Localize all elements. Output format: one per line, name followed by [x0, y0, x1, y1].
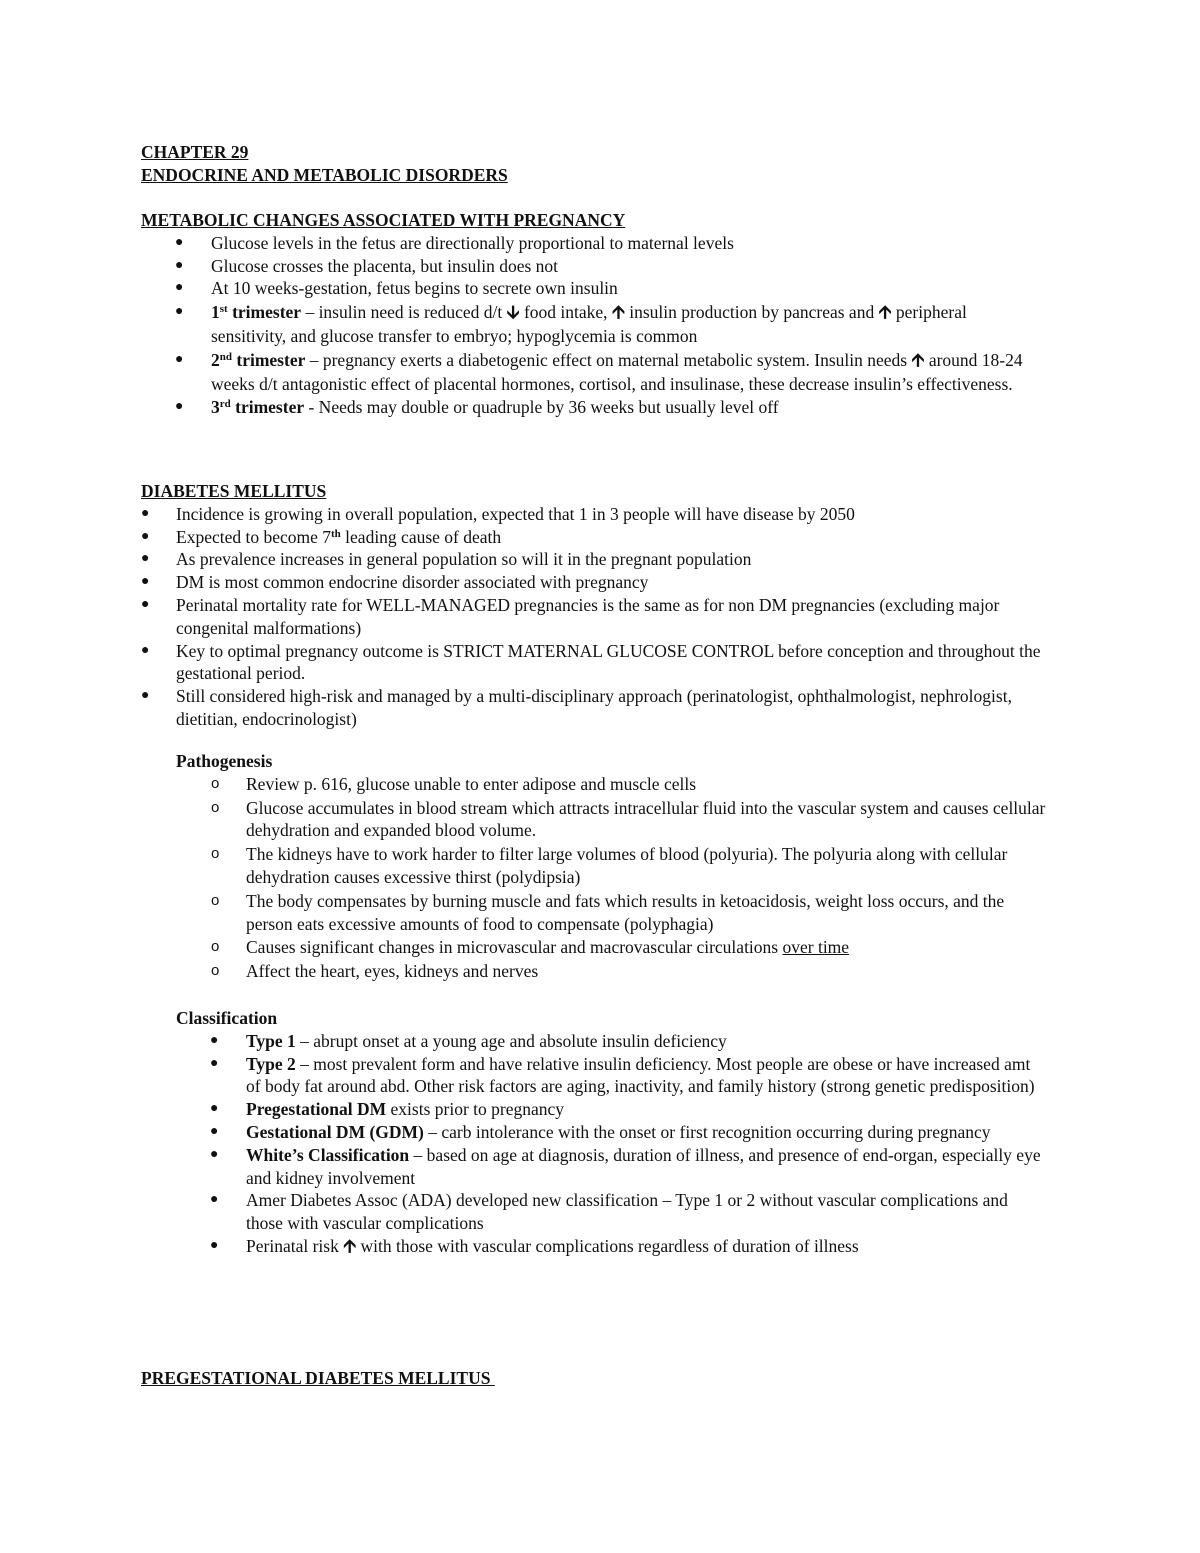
bullet-icon: ●	[141, 688, 150, 704]
list-item: ● Incidence is growing in overall population, expected that 1 in 3 people will have disease by 2050	[141, 503, 855, 524]
bullet-icon: ●	[210, 1032, 219, 1048]
section-heading: PREGESTATIONAL DIABETES MELLITUS	[141, 1368, 495, 1388]
list-item: ● Gestational DM (GDM) – carb intolerance with the onset or first recognition occurring during pregnancy	[210, 1121, 991, 1142]
list-item: ● Still considered high-risk and managed by a multi-disciplinary approach (perinatologist, ophthalmologist, nephrologist, dietitian, endocrinologist)	[141, 686, 1012, 729]
subsection-heading: Classification	[176, 1008, 278, 1028]
up-arrow-icon: 🡩	[911, 349, 925, 371]
bullet-icon: ●	[210, 1192, 219, 1208]
pathogenesis-list	[176, 773, 1046, 983]
bullet-icon: ●	[210, 1237, 219, 1253]
pathogenesis-section	[176, 750, 1046, 983]
bullet-icon: ●	[141, 551, 150, 567]
list-item: ● As prevalence increases in general population so will it in the pregnant population	[141, 549, 752, 570]
hollow-bullet-icon: o	[211, 962, 220, 980]
chapter-title: ENDOCRINE AND METABOLIC DISORDERS	[141, 164, 508, 185]
hollow-bullet-icon: o	[211, 938, 220, 956]
list-item: ● DM is most common endocrine disorder associated with pregnancy	[141, 572, 649, 593]
metabolic-list	[141, 232, 1041, 419]
bullet-icon: ●	[141, 642, 150, 658]
list-item: ● Type 2 – most prevalent form and have relative insulin deficiency. Most people are obese or have increased amt of body fat around abd. Other risk factors are aging, inactivity, and family history (strong genetic predisposition)	[210, 1053, 1035, 1097]
chapter-number: CHAPTER 29	[141, 142, 249, 162]
list-item: ● Expected to become 7th leading cause of death	[141, 526, 502, 547]
section-heading: DIABETES MELLITUS	[141, 481, 327, 501]
bullet-icon: ●	[210, 1146, 219, 1162]
classification-list	[176, 1030, 1046, 1259]
list-item: ● Key to optimal pregnancy outcome is STRICT MATERNAL GLUCOSE CONTROL before conception and throughout the gestational period.	[141, 640, 1041, 684]
list-item: ● Perinatal mortality rate for WELL-MANAGED pregnancies is the same as for non DM pregnancies (excluding major congenital malformations)	[141, 594, 1000, 638]
list-item: o The kidneys have to work harder to filter large volumes of blood (polyuria). The polyuria along with cellular dehydration causes excessive thirst (polydipsia)	[211, 844, 1008, 887]
pregestational-section	[141, 1367, 1200, 1390]
bullet-icon: ●	[141, 505, 150, 521]
bullet-icon: ●	[175, 280, 184, 296]
bullet-icon: ●	[210, 1101, 219, 1117]
up-arrow-icon: 🡩	[611, 302, 625, 324]
list-item: ● White’s Classification – based on age at diagnosis, duration of illness, and presence of end-organ, especially eye and kidney involvement	[210, 1144, 1041, 1188]
section-heading: METABOLIC CHANGES ASSOCIATED WITH PREGNANCY	[141, 210, 626, 230]
hollow-bullet-icon: o	[211, 891, 220, 909]
list-item: o Affect the heart, eyes, kidneys and nerves	[211, 961, 539, 982]
list-item: ● Glucose crosses the placenta, but insulin does not	[175, 255, 559, 276]
list-item: o Causes significant changes in microvascular and macrovascular circulations over time	[211, 937, 850, 958]
list-item: ● Type 1 – abrupt onset at a young age and absolute insulin deficiency	[210, 1030, 727, 1051]
list-item: ● At 10 weeks-gestation, fetus begins to secrete own insulin	[175, 278, 618, 299]
bullet-icon: ●	[175, 234, 184, 250]
list-item: o The body compensates by burning muscle and fats which results in ketoacidosis, weight loss occurs, and the person eats excessive amounts of food to compensate (polyphagia)	[211, 890, 1005, 934]
hollow-bullet-icon: o	[211, 845, 220, 863]
down-arrow-icon: 🡫	[506, 302, 520, 324]
bullet-icon: ●	[210, 1055, 219, 1071]
list-item: ● 3rd trimester - Needs may double or quadruple by 36 weeks but usually level off	[175, 397, 779, 418]
bullet-icon: ●	[141, 528, 150, 544]
list-item: ● 2nd trimester – pregnancy exerts a diabetogenic effect on maternal metabolic system. Insulin needs 🡩 around 18-24 weeks d/t antagonistic effect of placental hormones, cortisol, and insulinase, these decrease insulin’s effectiveness.	[175, 349, 1023, 394]
chapter-header	[141, 141, 1200, 187]
up-arrow-icon: 🡩	[878, 302, 892, 324]
trimester-term: 2nd trimester	[211, 349, 306, 370]
hollow-bullet-icon: o	[211, 798, 220, 816]
list-item: o Glucose accumulates in blood stream which attracts intracellular fluid into the vascular system and causes cellular dehydration and expanded blood volume.	[211, 797, 1046, 841]
hollow-bullet-icon: o	[211, 774, 220, 792]
diabetes-list	[141, 503, 1061, 731]
bullet-icon: ●	[175, 399, 184, 415]
bullet-icon: ●	[175, 304, 184, 320]
subsection-heading: Pathogenesis	[176, 751, 273, 771]
up-arrow-icon: 🡩	[343, 1235, 357, 1257]
trimester-term: 3rd trimester	[211, 397, 305, 418]
bullet-icon: ●	[210, 1123, 219, 1139]
list-item: o Review p. 616, glucose unable to enter adipose and muscle cells	[211, 773, 697, 794]
list-item: ● Glucose levels in the fetus are directionally proportional to maternal levels	[175, 232, 734, 253]
bullet-icon: ●	[141, 574, 150, 590]
metabolic-section	[141, 209, 1041, 419]
bullet-icon: ●	[175, 257, 184, 273]
list-item: ● Perinatal risk 🡩 with those with vascular complications regardless of duration of illness	[210, 1235, 859, 1257]
trimester-term: 1st trimester	[211, 302, 302, 323]
classification-section	[176, 1007, 1046, 1259]
list-item: ● Amer Diabetes Assoc (ADA) developed new classification – Type 1 or 2 without vascular complications and those with vascular complications	[210, 1190, 1008, 1234]
bullet-icon: ●	[175, 351, 184, 367]
bullet-icon: ●	[141, 596, 150, 612]
diabetes-section	[141, 480, 1061, 731]
list-item: ● Pregestational DM exists prior to pregnancy	[210, 1099, 565, 1120]
list-item: ● 1st trimester – insulin need is reduced d/t 🡫 food intake, 🡩 insulin production by pancreas and 🡩 peripheral sensitivity, and glucose transfer to embryo; hypoglycemia is common	[175, 302, 967, 346]
